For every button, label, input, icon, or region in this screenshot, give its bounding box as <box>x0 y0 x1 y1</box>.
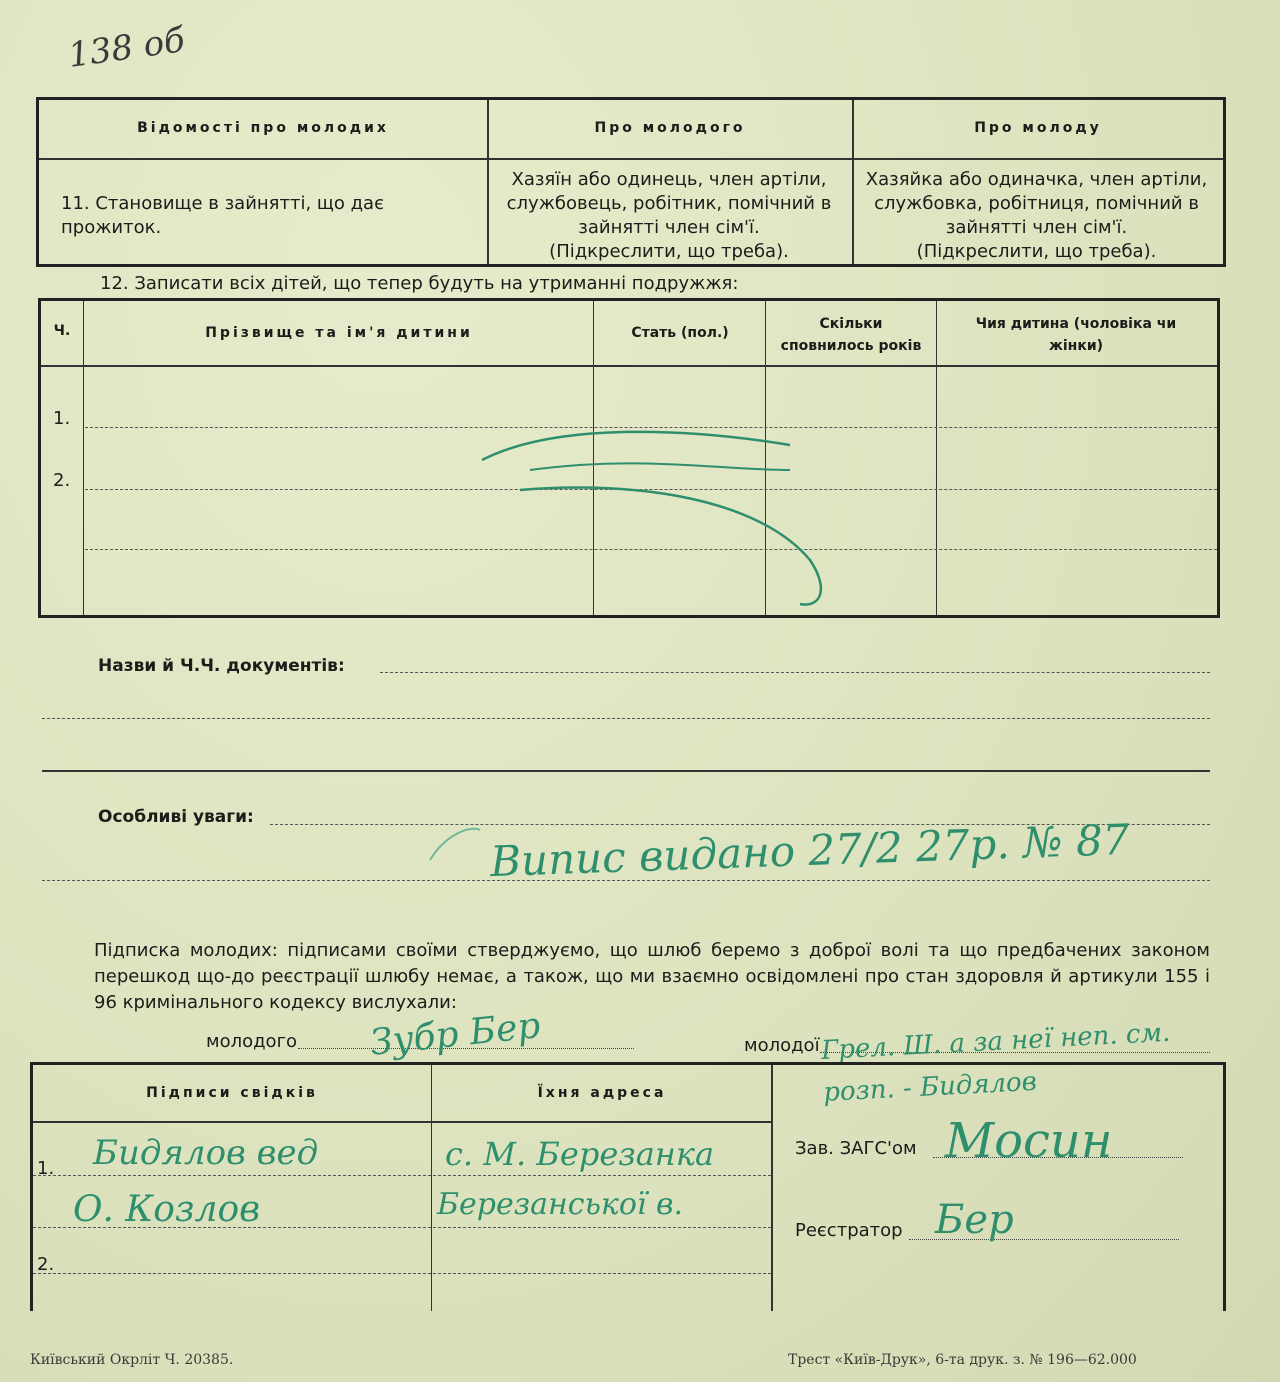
col-age: Скільки сповнилось років <box>780 316 922 354</box>
documents-line-3 <box>42 770 1210 772</box>
groom-signature: Зубр Бер <box>368 1005 543 1064</box>
groom-label: молодого <box>206 1031 298 1052</box>
bride-label: молодої <box>744 1035 820 1056</box>
remarks-label: Особливі уваги: <box>98 807 254 827</box>
footer-left: Київський Окрліт Ч. 20385. <box>30 1352 234 1368</box>
bride-signature: Грел. Ш. а за неї неп. см. розп. - Бидялов <box>820 1017 1171 1108</box>
documents-line-2 <box>42 718 1210 719</box>
header-groom: Про молодого <box>594 120 746 136</box>
registry-head-signature: Мосин <box>945 1113 1113 1169</box>
pledge-label: Підписка молодих: <box>94 940 278 961</box>
header-witness-signatures: Підписи свідків <box>146 1085 318 1101</box>
pledge-block <box>94 938 1210 1016</box>
pledge-text: підписами своїми стверджуємо, що шлюб беремо з доброї волі та що предбачених законом перешкод що-до реєстрації шлюбу немає, а також, що ми взаємно освідомлені про стан здоровля й артикули 155 і 96 кримінального кодексу вислухали: <box>94 940 1210 1013</box>
registrar-label: Реєстратор <box>795 1220 903 1241</box>
section-1-table <box>36 97 1226 267</box>
child-row-2-number: 2. <box>53 470 71 491</box>
witness-address-1: с. М. Березанка <box>445 1135 715 1173</box>
witness-2-signature: О. Козлов <box>73 1189 261 1230</box>
header-witness-address: Їхня адреса <box>537 1085 667 1101</box>
section-12-title: 12. Записати всіх дітей, що тепер будуть на утриманні подружжя: <box>100 273 739 294</box>
witnesses-table <box>30 1062 1226 1311</box>
registrar-signature: Бер <box>935 1197 1014 1243</box>
col-whose-child: Чия дитина (чоловіка чи жінки) <box>975 316 1177 354</box>
witness-1-signature: Бидялов вед <box>93 1133 319 1173</box>
footer-right: Трест «Київ-Друк», 6-та друк. з. № 196—62.000 <box>788 1352 1137 1368</box>
row-11-bride-options: Хазяйка або одиначка, член артіли, службовка, робітниця, помічний в зайнятті член сім'ї. (Підкреслити, що треба). <box>865 169 1208 262</box>
header-bride: Про молоду <box>974 120 1102 136</box>
row-11-groom-options: Хазяїн або одинець, член артіли, службовець, робітник, помічний в зайнятті член сім'ї. (Підкреслити, що треба). <box>506 169 832 262</box>
child-row-1-number: 1. <box>53 408 71 429</box>
registry-head-label: Зав. ЗАГС'ом <box>795 1138 917 1159</box>
documents-line-1 <box>380 672 1210 673</box>
archive-mark: 138 об <box>65 20 188 76</box>
remarks-handwritten: Випис видано 27/2 27р. № 87 <box>489 814 1131 887</box>
header-marriage-info: Відомості про молодих <box>137 120 389 136</box>
col-number: Ч. <box>53 323 71 339</box>
col-child-name: Прізвище та ім'я дитини <box>205 325 473 341</box>
documents-label: Назви й Ч.Ч. документів: <box>98 656 345 676</box>
witness-row-1-number: 1. <box>37 1158 55 1179</box>
row-11-label: 11. Становище в зайнятті, що дає прожиток. <box>61 193 384 238</box>
witness-address-2: Березанської в. <box>437 1187 684 1222</box>
witness-row-2-number: 2. <box>37 1254 55 1275</box>
col-sex: Стать (пол.) <box>631 325 729 341</box>
children-table <box>38 298 1220 618</box>
